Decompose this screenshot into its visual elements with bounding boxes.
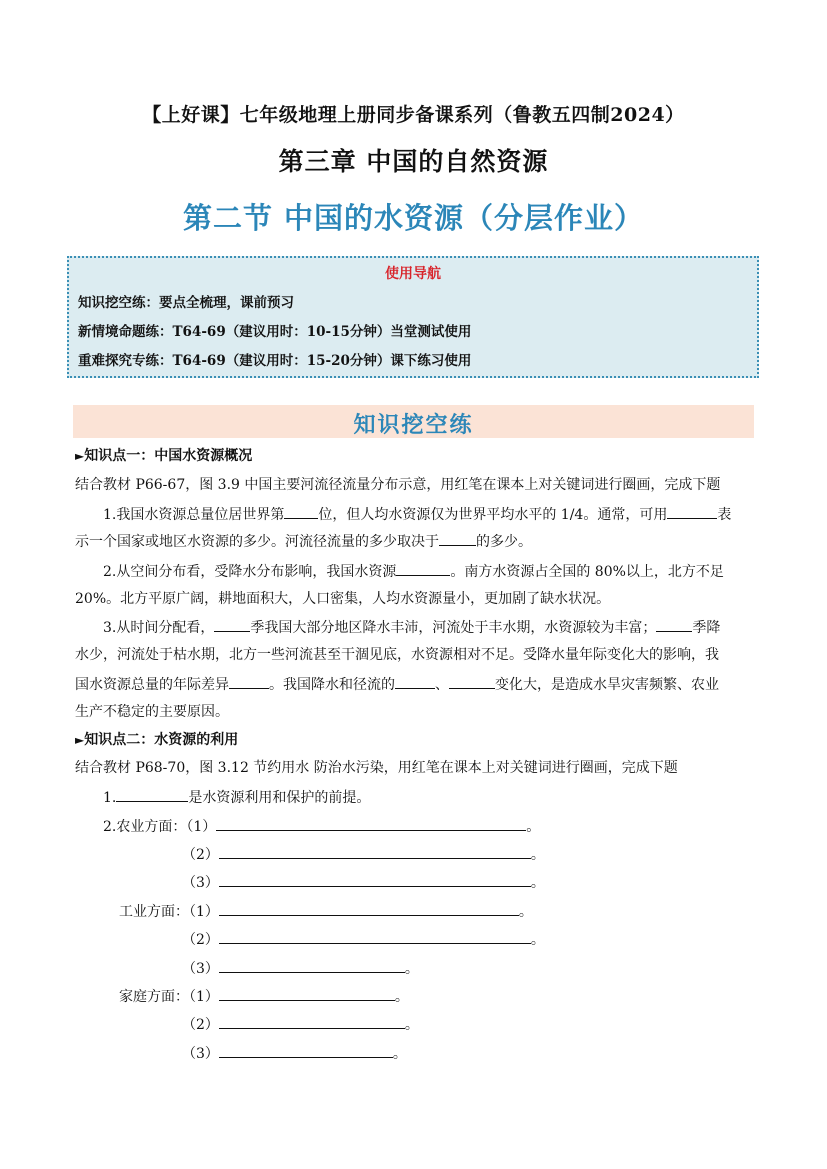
household-row-3 [182,1043,407,1064]
point1-q1-line1 [103,504,731,525]
banner-title: 知识挖空练 [353,412,474,438]
text: 的多少。 [476,534,532,550]
answer-blank[interactable] [284,504,318,519]
text: 。 [530,847,545,863]
answer-blank[interactable] [219,901,519,916]
text: 。 [530,932,545,948]
point1-q3-line4: 生产不稳定的主要原因。 [75,704,229,720]
guide-line-1: 知识挖空练：要点全梳理，课前预习 [78,295,294,311]
answer-blank[interactable] [219,958,405,973]
point1-q3-line3 [75,674,719,695]
point2-intro: 结合教材 P68-70，图 3.12 节约用水 防治水污染，用红笔在课本上对关键词进行圈画，完成下题 [75,760,678,776]
text: 。 [526,819,541,835]
text: （1） [189,904,219,920]
text: 2.农业方面： [103,819,187,835]
answer-blank[interactable] [396,561,450,576]
text: 。 [404,1017,419,1033]
text: （3） [182,875,219,891]
guide-title: 使用导航 [385,266,441,282]
knowledge-banner [73,405,754,438]
answer-blank[interactable] [219,844,531,859]
answer-blank[interactable] [439,531,476,546]
text: 表 [717,507,732,523]
point1-q3-line2: 水少，河流处于枯水期，北方一些河流甚至干涸见底，水资源相对不足。受降水量年际变化大的影响，我 [75,647,719,663]
text: 1. [103,790,117,806]
text: （1） [189,989,219,1005]
answer-blank[interactable] [214,617,250,632]
text: 国水资源总量的年际差异 [75,677,229,693]
point1-q3-line1 [103,617,720,638]
answer-blank[interactable] [449,674,495,689]
point1-q2-line2: 20%。北方平原广阔，耕地面积大，人口密集，人均水资源量小，更加剧了缺水状况。 [75,591,611,607]
guide-line-2: 新情境命题练：T64-69（建议用时：10-15分钟）当堂测试使用 [78,324,472,340]
text: 。 [530,875,545,891]
household-row-1 [119,986,409,1007]
triangle-bullet-icon: ► [75,733,85,747]
point2-heading [75,730,238,750]
text: 。南方水资源占全国的 80%以上，北方不足 [450,564,724,580]
point1-q2-line1 [103,561,724,582]
agriculture-row-3 [182,872,545,893]
point2-heading-text: 知识点二：水资源的利用 [84,732,239,748]
point1-heading [75,446,252,466]
text: 、 [435,677,449,693]
text: 。 [394,989,409,1005]
answer-blank[interactable] [219,986,395,1001]
text: 。我国降水和径流的 [269,677,395,693]
answer-blank[interactable] [116,787,188,802]
industry-row-3 [182,958,419,979]
point1-intro: 结合教材 P66-67，图 3.9 中国主要河流径流量分布示意，用红笔在课本上对关键词进行圈画，完成下题 [75,477,721,493]
industry-row-2 [182,929,545,950]
agriculture-row-1 [103,816,540,837]
text: 1.我国水资源总量位居世界第 [103,507,285,523]
triangle-bullet-icon: ► [75,449,85,463]
answer-blank[interactable] [219,1043,393,1058]
text: 工业方面： [119,904,189,920]
text: （2） [182,847,219,863]
answer-blank[interactable] [219,1014,405,1029]
answer-blank[interactable] [219,929,531,944]
text: 示一个国家或地区水资源的多少。河流径流量的多少取决于 [75,534,439,550]
text: 。 [404,961,419,977]
guide-line-3: 重难探究专练：T64-69（建议用时：15-20分钟）课下练习使用 [78,353,472,369]
agriculture-row-2 [182,844,545,865]
text: （3） [182,961,219,977]
text: 家庭方面： [119,989,189,1005]
household-row-2 [182,1014,419,1035]
text: 。 [518,904,533,920]
text: 。 [392,1046,407,1062]
text: 季我国大部分地区降水丰沛，河流处于丰水期，水资源较为丰富； [250,620,657,636]
answer-blank[interactable] [667,504,717,519]
text: 是水资源利用和保护的前提。 [188,790,371,806]
answer-blank[interactable] [395,674,435,689]
text: 3.从时间分配看， [103,620,215,636]
industry-row-1 [119,901,533,922]
section-title: 第二节 中国的水资源（分层作业） [182,201,645,235]
text: 2.从空间分布看，受降水分布影响，我国水资源 [103,564,397,580]
point1-q1-line2 [75,531,532,552]
point2-q1 [103,787,370,808]
series-title: 【上好课】七年级地理上册同步备课系列（鲁教五四制2024） [142,104,685,126]
text: 位，但人均水资源仅为世界平均水平的 1/4。通常，可用 [318,507,668,523]
text: 季降 [692,620,721,636]
chapter-title: 第三章 中国的自然资源 [278,147,549,176]
text: （2） [182,932,219,948]
usage-guide-box [67,256,759,378]
text: （1） [186,819,217,835]
answer-blank[interactable] [216,816,526,831]
answer-blank[interactable] [229,674,269,689]
answer-blank[interactable] [656,617,692,632]
text: （2） [182,1017,219,1033]
text: 变化大，是造成水旱灾害频繁、农业 [495,677,719,693]
text: （3） [182,1046,219,1062]
answer-blank[interactable] [219,872,531,887]
point1-heading-text: 知识点一：中国水资源概况 [84,448,253,464]
